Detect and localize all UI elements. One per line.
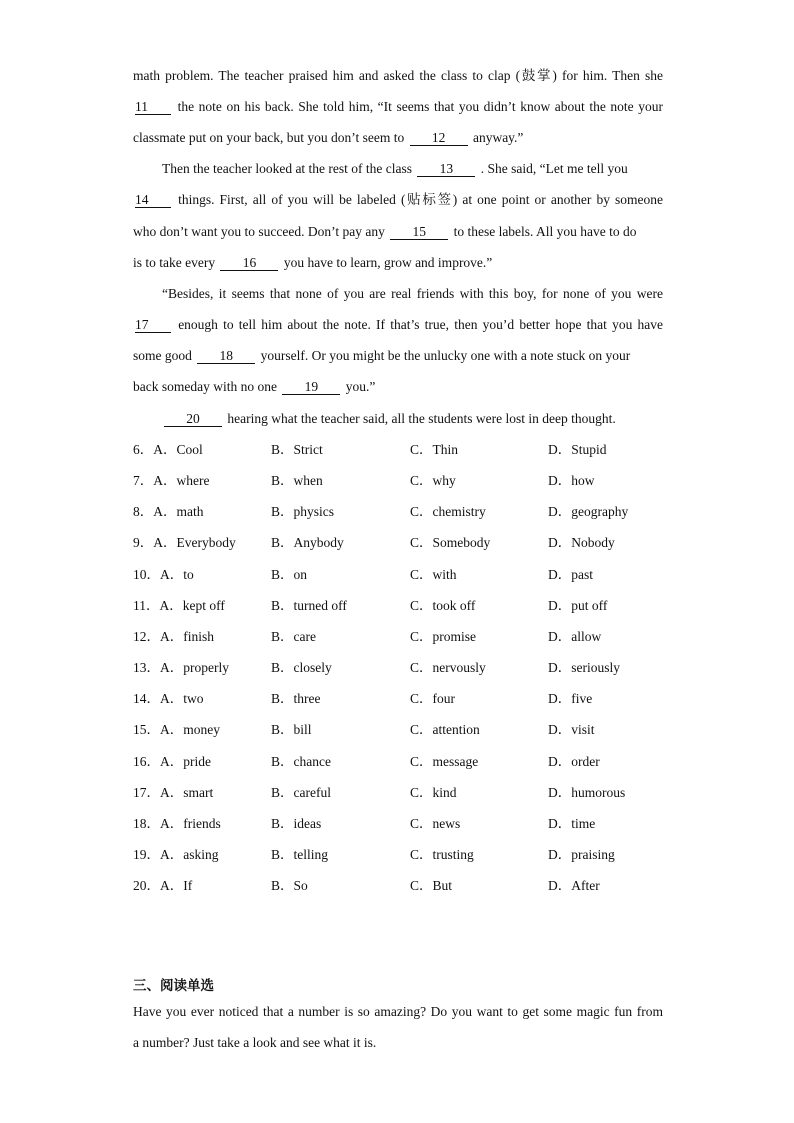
option-b: B．So [271,878,308,894]
option-a: 10．A．to [133,566,194,582]
passage-text: who don’t want you to succeed. Don’t pay any [133,224,385,239]
blank-20: 20 [164,411,222,427]
option-a: 16．A．pride [133,753,211,769]
option-d: D．Stupid [548,442,607,457]
paragraph-text: Have you ever noticed that a number is so amazing? Do you want to get some magic fun from [133,1004,663,1019]
blank-11: 11 [135,99,171,115]
blank-15: 15 [390,224,448,240]
question-row [133,783,693,803]
section-heading: 三、阅读单选 [133,978,214,994]
question-row [133,596,693,616]
option-b: B．physics [271,504,335,520]
passage-line-1 [133,66,663,86]
passage-line-10 [133,346,663,366]
option-c: C．with [410,566,457,582]
question-row [133,471,693,491]
option-d: D．allow [548,628,602,644]
blank-13: 13 [417,161,475,177]
passage-text: math problem. The teacher praised him and asked the class to clap (鼓掌) for him. Then she [133,68,663,83]
question-row [133,440,693,460]
option-c: C．attention [410,722,480,738]
passage-text: classmate put on your back, but you don’t seem to [133,130,405,145]
paragraph-text: a number? Just take a look and see what it is. [133,1035,377,1050]
option-a: 11．A．kept off [133,597,225,613]
option-d: D．five [548,691,593,707]
passage-text: “Besides, it seems that none of you are real friends with this boy, for none of you were [162,286,663,301]
passage-text: the note on his back. She told him, “It seems that you didn’t know about the note your [177,99,663,114]
question-row [133,689,693,709]
option-c: C．four [410,691,455,707]
option-b: B．when [271,473,323,489]
passage-text: hearing what the teacher said, all the students were lost in deep thought. [227,411,616,426]
option-b: B．Strict [271,442,323,457]
option-c: C．nervously [410,660,486,676]
blank-19: 19 [282,379,340,395]
option-c: C．news [410,815,461,831]
question-row [133,658,693,678]
question-row [133,502,693,522]
section-paragraph-line-2 [133,1033,663,1053]
option-b: B．careful [271,784,331,800]
passage-line-7 [133,253,663,273]
passage-text: Then the teacher looked at the rest of the class [162,161,413,176]
blank-17: 17 [135,317,171,333]
option-d: D．order [548,753,600,769]
option-d: D．After [548,878,600,894]
passage-text: things. First, all of you will be labeled (贴标签) at one point or another by someone [178,192,664,207]
option-d: D．put off [548,597,608,613]
option-b: B．bill [271,722,312,738]
option-a: 15．A．money [133,722,220,738]
option-d: D．Nobody [548,535,615,551]
option-a: 6．A．Cool [133,442,203,457]
option-a: 8．A．math [133,504,204,520]
option-c: C．promise [410,628,476,644]
option-c: C．why [410,473,456,489]
option-d: D．praising [548,846,615,862]
passage-line-11 [133,377,663,397]
option-b: B．Anybody [271,535,344,551]
option-c: C．chemistry [410,504,486,520]
option-a: 14．A．two [133,691,204,707]
question-row [133,752,693,772]
option-d: D．seriously [548,660,620,676]
option-a: 9．A．Everybody [133,535,236,551]
question-row [133,720,693,740]
passage-line-5 [133,190,663,210]
option-a: 20．A．If [133,878,193,894]
option-a: 19．A．asking [133,846,219,862]
blank-16: 16 [220,255,278,271]
passage-text: enough to tell him about the note. If that’s true, then you’d better hope that you have [178,317,663,332]
passage-text: some good [133,348,192,363]
option-d: D．how [548,473,595,489]
passage-text: you.” [345,379,376,394]
option-a: 7．A．where [133,473,210,489]
option-d: D．geography [548,504,629,520]
question-row [133,814,693,834]
question-row [133,533,693,553]
blank-12: 12 [410,130,468,146]
blank-14: 14 [135,192,171,208]
option-d: D．visit [548,722,595,738]
passage-text: back someday with no one [133,379,277,394]
question-row [133,876,693,896]
option-c: C．kind [410,784,457,800]
passage-line-6 [133,222,663,242]
option-b: B．care [271,628,316,644]
passage-text: anyway.” [472,130,524,145]
option-b: B．turned off [271,597,347,613]
passage-line-8 [162,284,663,304]
option-c: C．trusting [410,846,474,862]
option-c: C．message [410,753,479,769]
option-b: B．ideas [271,815,322,831]
passage-text: is to take every [133,255,216,270]
option-d: D．humorous [548,784,626,800]
passage-line-4 [162,159,659,179]
option-b: B．telling [271,846,328,862]
option-c: C．took off [410,597,476,613]
passage-text: yourself. Or you might be the unlucky one with a note stuck on your [260,348,631,363]
option-c: C．Somebody [410,535,491,551]
passage-text: to these labels. All you have to do [453,224,637,239]
option-c: C．But [410,878,453,894]
passage-line-9 [133,315,663,335]
option-a: 18．A．friends [133,815,221,831]
option-a: 17．A．smart [133,784,214,800]
option-a: 13．A．properly [133,660,229,676]
question-row [133,627,693,647]
option-c: C．Thin [410,442,459,457]
option-d: D．time [548,815,596,831]
blank-18: 18 [197,348,255,364]
option-b: B．closely [271,660,332,676]
option-b: B．on [271,566,308,582]
option-b: B．three [271,691,321,707]
passage-text: . She said, “Let me tell you [480,161,628,176]
passage-line-2 [133,97,663,117]
passage-line-12 [162,409,663,429]
question-row [133,845,693,865]
question-row [133,565,693,585]
option-a: 12．A．finish [133,628,214,644]
passage-line-3 [133,128,663,148]
passage-text: you have to learn, grow and improve.” [283,255,493,270]
option-d: D．past [548,566,593,582]
option-b: B．chance [271,753,331,769]
section-paragraph-line-1 [133,1002,663,1022]
